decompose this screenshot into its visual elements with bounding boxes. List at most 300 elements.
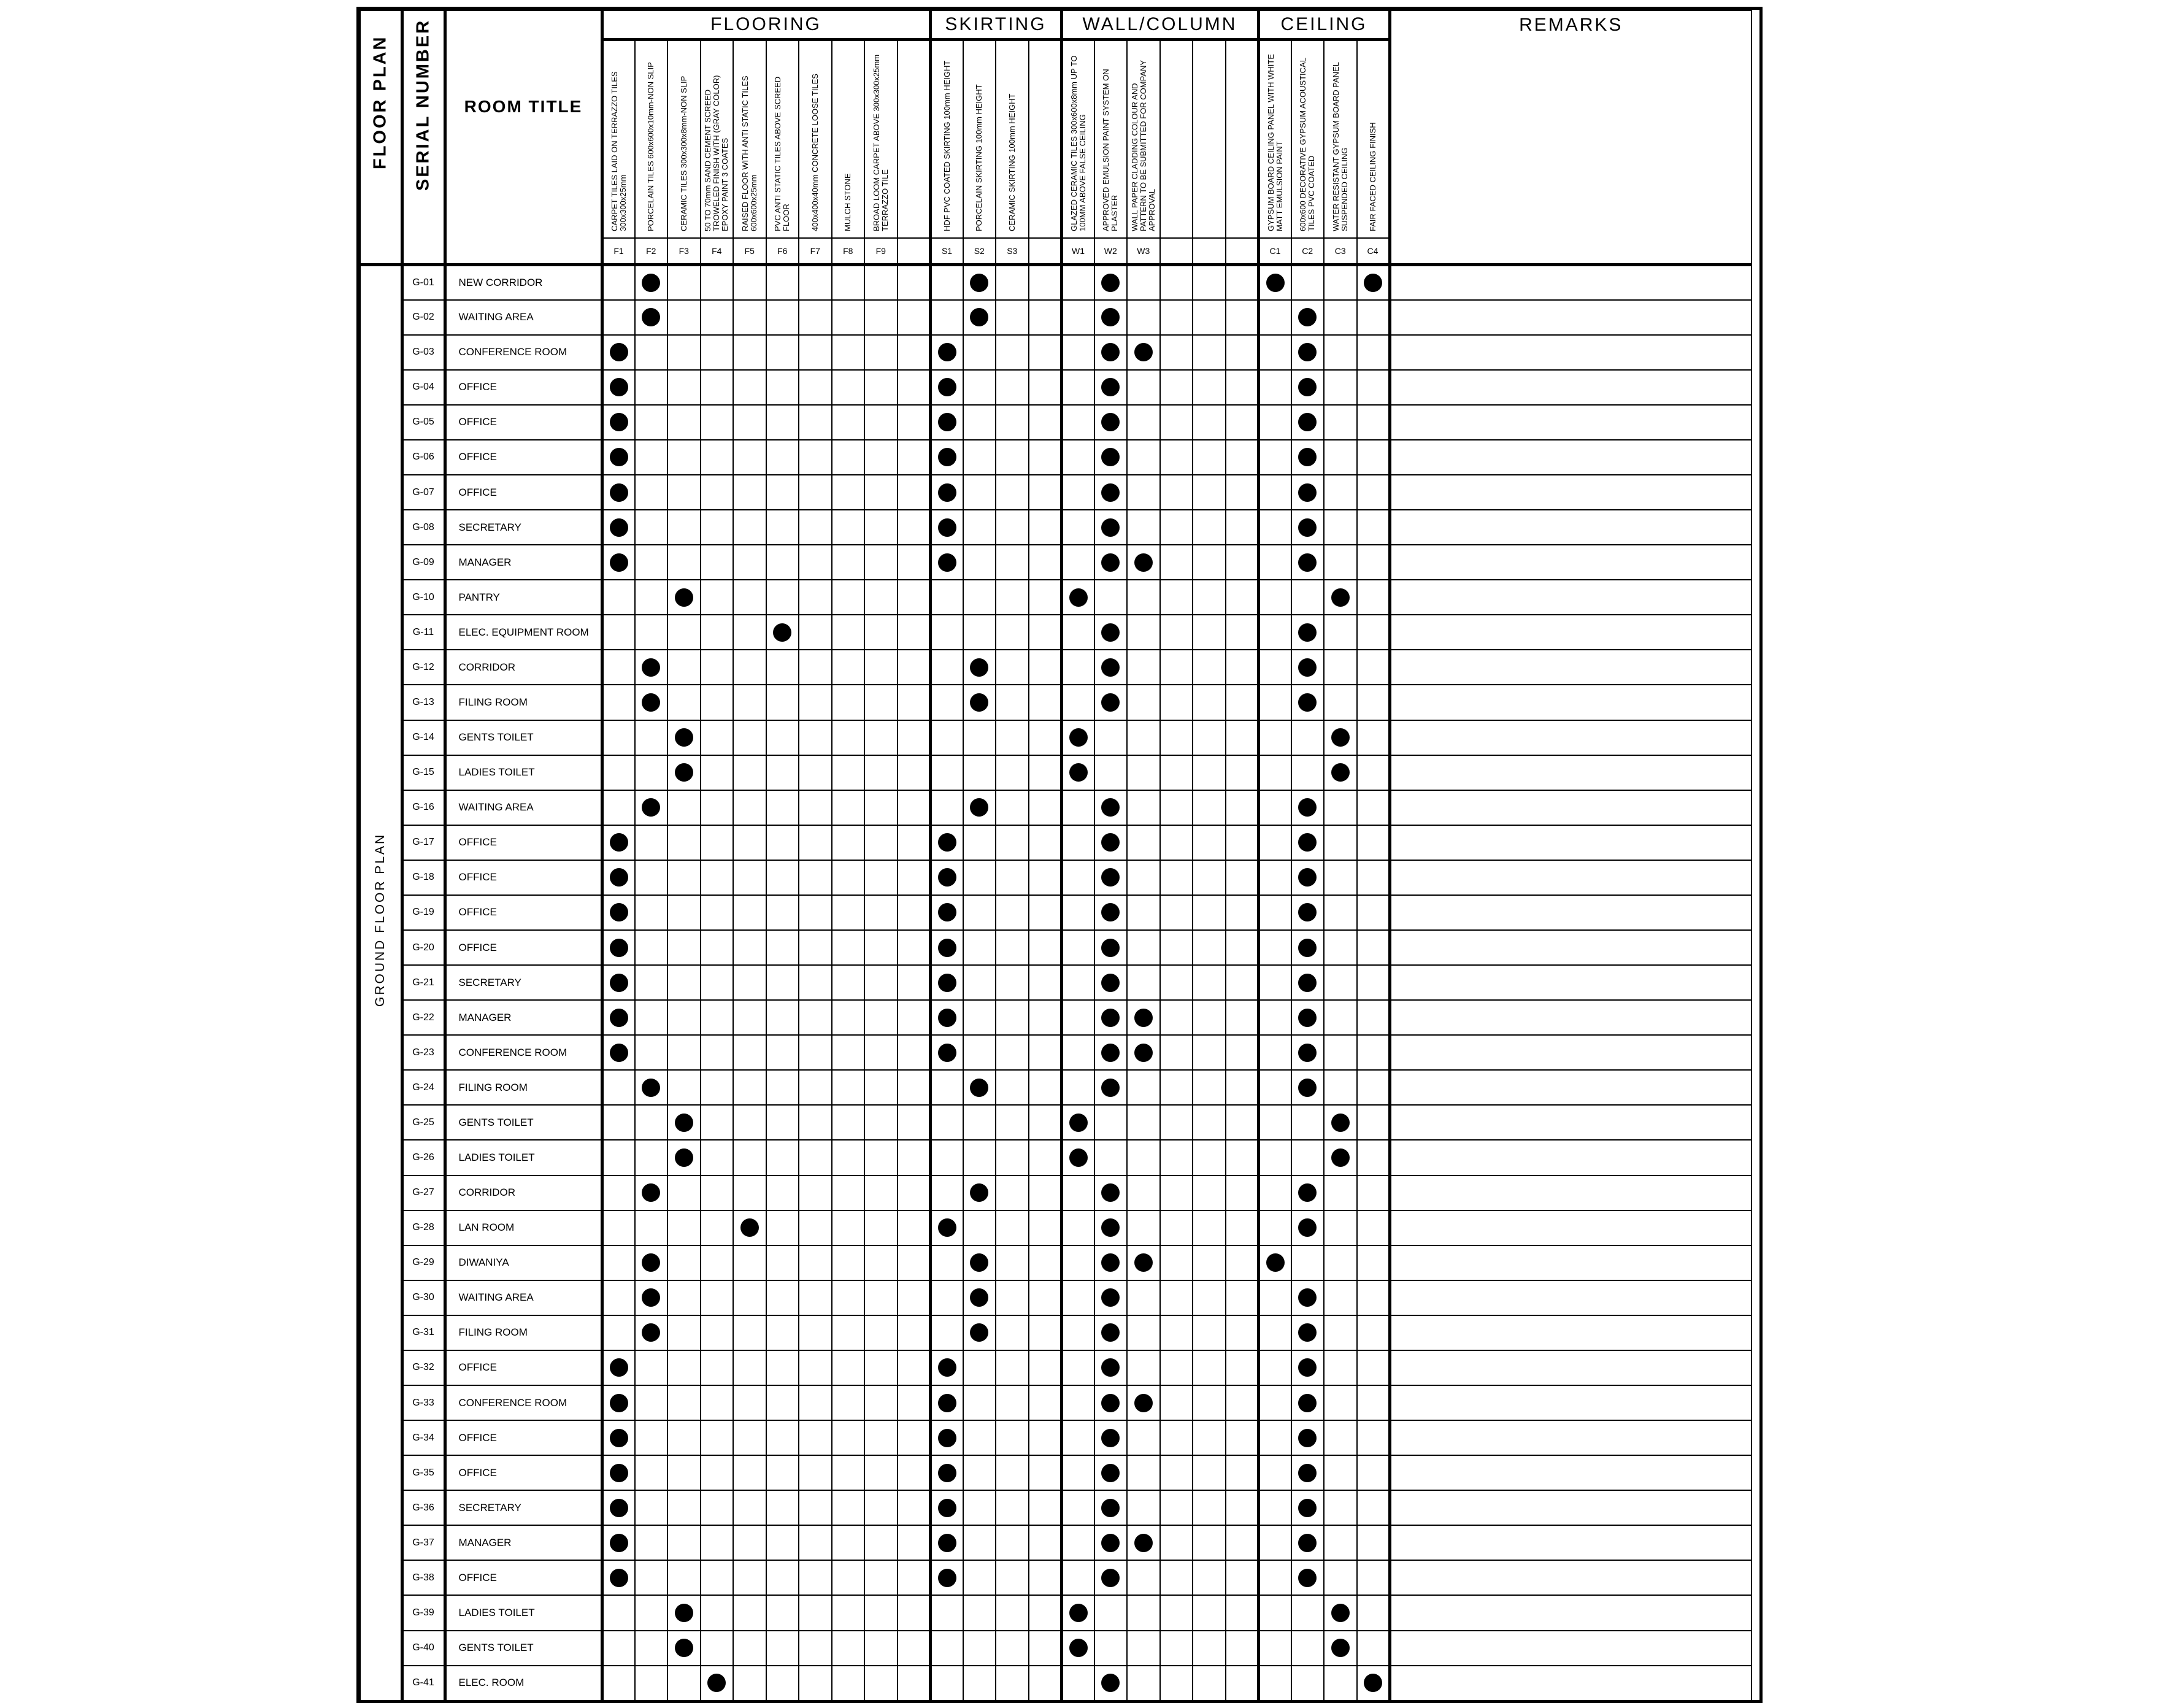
finish-mark-w1	[1069, 1114, 1088, 1132]
finish-mark-w2	[1101, 1569, 1120, 1587]
finish-cell	[1094, 825, 1128, 860]
finish-cell	[930, 265, 963, 300]
finish-cell	[667, 1455, 701, 1490]
finish-cell	[832, 615, 865, 650]
finish-cell	[733, 1175, 766, 1210]
finish-cell	[733, 1210, 766, 1245]
remarks-cell	[1390, 1666, 1751, 1701]
finish-cell	[1226, 1105, 1259, 1140]
finish-cell	[1094, 860, 1128, 895]
table-row	[360, 650, 1751, 685]
finish-cell	[930, 860, 963, 895]
finish-cell	[635, 545, 668, 580]
finish-cell	[766, 1245, 799, 1280]
finish-cell	[1094, 370, 1128, 405]
finish-cell	[1029, 265, 1062, 300]
finish-cell	[1061, 650, 1094, 685]
finish-cell	[832, 930, 865, 965]
finish-mark-w2	[1101, 1358, 1120, 1377]
finish-cell	[701, 405, 734, 440]
finish-cell	[930, 1595, 963, 1630]
finish-cell	[635, 650, 668, 685]
finish-cell	[1127, 545, 1160, 580]
finish-mark-w3	[1134, 1534, 1153, 1552]
finish-cell	[1127, 440, 1160, 475]
finish-mark-c2	[1298, 1183, 1317, 1202]
finish-cell	[635, 615, 668, 650]
finish-cell	[832, 1560, 865, 1595]
finish-cell	[1061, 1000, 1094, 1035]
finish-cell	[1029, 1525, 1062, 1560]
finish-cell	[1357, 1070, 1390, 1105]
finish-cell	[996, 1595, 1029, 1630]
finish-cell	[963, 1035, 996, 1070]
column-code: F7	[799, 238, 832, 265]
finish-mark-s1	[938, 833, 956, 852]
finish-cell	[733, 405, 766, 440]
finish-mark-s2	[970, 1288, 988, 1307]
serial-number-cell: G-15	[402, 755, 445, 790]
finish-schedule-table	[360, 10, 1752, 1701]
column-description-text: PORCELAIN TILES 600x600x10mm-NON SLIP	[646, 62, 656, 231]
finish-cell	[1291, 615, 1325, 650]
finish-cell	[1291, 720, 1325, 755]
finish-mark-c2	[1298, 1464, 1317, 1482]
finish-cell	[602, 475, 635, 510]
finish-cell	[898, 1455, 931, 1490]
finish-cell	[766, 860, 799, 895]
finish-cell	[733, 755, 766, 790]
finish-cell	[1094, 335, 1128, 370]
finish-cell	[1094, 790, 1128, 825]
finish-cell	[766, 790, 799, 825]
finish-cell	[864, 545, 898, 580]
finish-mark-w2	[1101, 1674, 1120, 1692]
finish-cell	[733, 1666, 766, 1701]
finish-cell	[602, 1105, 635, 1140]
column-description	[701, 40, 734, 239]
finish-cell	[1357, 825, 1390, 860]
column-description	[1193, 40, 1226, 239]
finish-cell	[799, 335, 832, 370]
finish-cell	[864, 930, 898, 965]
room-title-cell: CONFERENCE ROOM	[445, 335, 602, 370]
finish-cell	[898, 1035, 931, 1070]
finish-cell	[1160, 895, 1193, 930]
finish-cell	[799, 790, 832, 825]
finish-cell	[1193, 615, 1226, 650]
serial-number-cell: G-21	[402, 965, 445, 1000]
room-title-cell: FILING ROOM	[445, 1315, 602, 1350]
finish-cell	[832, 440, 865, 475]
finish-cell	[799, 1420, 832, 1455]
serial-number-cell: G-08	[402, 510, 445, 545]
finish-cell	[667, 1280, 701, 1315]
finish-cell	[1127, 1245, 1160, 1280]
finish-cell	[766, 1455, 799, 1490]
finish-mark-w2	[1101, 1429, 1120, 1447]
finish-cell	[1357, 1420, 1390, 1455]
table-row	[360, 1175, 1751, 1210]
finish-mark-s1	[938, 1464, 956, 1482]
finish-cell	[1226, 440, 1259, 475]
finish-cell	[1127, 300, 1160, 335]
finish-mark-w1	[1069, 588, 1088, 607]
finish-cell	[898, 790, 931, 825]
finish-cell	[1094, 1000, 1128, 1035]
column-description-text: WALL PAPER CLADDING COLOUR AND PATTERN TO BE SUBMITTED FOR COMPANY APPROVAL	[1129, 60, 1156, 231]
finish-mark-s1	[938, 1009, 956, 1027]
finish-cell	[635, 720, 668, 755]
finish-cell	[1094, 720, 1128, 755]
finish-cell	[1258, 1666, 1291, 1701]
finish-cell	[1193, 1035, 1226, 1070]
finish-mark-c1	[1266, 1253, 1285, 1272]
finish-cell	[1258, 335, 1291, 370]
column-code	[1029, 238, 1062, 265]
finish-cell	[1127, 685, 1160, 720]
room-title-cell: OFFICE	[445, 1350, 602, 1385]
finish-mark-f1	[610, 378, 628, 396]
finish-cell	[996, 1175, 1029, 1210]
finish-cell	[930, 965, 963, 1000]
finish-cell	[1324, 1210, 1357, 1245]
finish-cell	[1061, 1631, 1094, 1666]
finish-mark-w2	[1101, 1534, 1120, 1552]
finish-cell	[1094, 895, 1128, 930]
finish-cell	[1160, 370, 1193, 405]
finish-cell	[1291, 335, 1325, 370]
finish-cell	[1324, 1595, 1357, 1630]
finish-cell	[799, 1035, 832, 1070]
finish-cell	[766, 1666, 799, 1701]
finish-cell	[602, 1420, 635, 1455]
finish-cell	[1258, 580, 1291, 615]
finish-cell	[766, 930, 799, 965]
finish-mark-f4	[707, 1674, 726, 1692]
remarks-cell	[1390, 1000, 1751, 1035]
finish-cell	[1160, 965, 1193, 1000]
finish-cell	[1357, 475, 1390, 510]
remarks-cell	[1390, 1140, 1751, 1175]
finish-cell	[1226, 335, 1259, 370]
finish-cell	[1226, 685, 1259, 720]
finish-cell	[1193, 1350, 1226, 1385]
finish-cell	[701, 1000, 734, 1035]
finish-cell	[1094, 615, 1128, 650]
finish-cell	[832, 1595, 865, 1630]
finish-cell	[1127, 1420, 1160, 1455]
room-title-cell: OFFICE	[445, 930, 602, 965]
finish-cell	[766, 475, 799, 510]
finish-mark-s1	[938, 1394, 956, 1412]
finish-cell	[733, 1280, 766, 1315]
finish-cell	[667, 965, 701, 1000]
finish-mark-f3	[675, 588, 693, 607]
finish-mark-f3	[675, 763, 693, 782]
ground-floor-plan-text: GROUND FLOOR PLAN	[373, 833, 388, 1007]
table-row	[360, 790, 1751, 825]
finish-cell	[1357, 1595, 1390, 1630]
finish-cell	[1226, 1595, 1259, 1630]
finish-cell	[1291, 650, 1325, 685]
serial-number-header	[402, 10, 445, 265]
finish-cell	[667, 1490, 701, 1525]
finish-cell	[1324, 930, 1357, 965]
serial-number-cell: G-39	[402, 1595, 445, 1630]
finish-cell	[1193, 685, 1226, 720]
column-code: C3	[1324, 238, 1357, 265]
finish-mark-s1	[938, 868, 956, 887]
table-row	[360, 720, 1751, 755]
finish-cell	[864, 510, 898, 545]
finish-cell	[602, 790, 635, 825]
finish-cell	[1061, 930, 1094, 965]
finish-cell	[832, 335, 865, 370]
finish-cell	[799, 1631, 832, 1666]
finish-mark-s1	[938, 553, 956, 572]
finish-cell	[1357, 720, 1390, 755]
finish-mark-c2	[1298, 1079, 1317, 1097]
finish-cell	[1291, 755, 1325, 790]
finish-cell	[1160, 1315, 1193, 1350]
finish-cell	[864, 580, 898, 615]
table-row	[360, 965, 1751, 1000]
serial-number-cell: G-20	[402, 930, 445, 965]
finish-cell	[963, 1595, 996, 1630]
finish-mark-c2	[1298, 903, 1317, 921]
finish-cell	[1226, 1035, 1259, 1070]
finish-cell	[1061, 335, 1094, 370]
finish-cell	[635, 1070, 668, 1105]
finish-cell	[1258, 1105, 1291, 1140]
finish-mark-s1	[938, 1499, 956, 1517]
column-description	[1226, 40, 1259, 239]
finish-cell	[1029, 685, 1062, 720]
finish-cell	[1258, 475, 1291, 510]
finish-cell	[864, 1350, 898, 1385]
finish-cell	[1258, 790, 1291, 825]
room-title-cell: LADIES TOILET	[445, 1595, 602, 1630]
finish-cell	[1258, 405, 1291, 440]
finish-cell	[602, 1070, 635, 1105]
finish-cell	[733, 1035, 766, 1070]
finish-cell	[996, 335, 1029, 370]
finish-cell	[864, 1140, 898, 1175]
finish-cell	[1061, 1140, 1094, 1175]
finish-cell	[701, 755, 734, 790]
finish-cell	[1127, 650, 1160, 685]
remarks-cell	[1390, 895, 1751, 930]
finish-cell	[864, 1000, 898, 1035]
finish-mark-f1	[610, 483, 628, 502]
finish-mark-w2	[1101, 553, 1120, 572]
finish-cell	[963, 545, 996, 580]
finish-mark-c2	[1298, 974, 1317, 992]
finish-cell	[635, 965, 668, 1000]
column-description	[1061, 40, 1094, 239]
column-code: S3	[996, 238, 1029, 265]
finish-cell	[799, 1350, 832, 1385]
finish-cell	[1324, 300, 1357, 335]
serial-number-cell: G-38	[402, 1560, 445, 1595]
finish-cell	[996, 930, 1029, 965]
table-row	[360, 545, 1751, 580]
finish-cell	[1061, 580, 1094, 615]
finish-mark-s2	[970, 308, 988, 326]
table-row	[360, 1455, 1751, 1490]
finish-cell	[1193, 1420, 1226, 1455]
finish-cell	[1291, 265, 1325, 300]
finish-cell	[701, 1560, 734, 1595]
finish-cell	[799, 1595, 832, 1630]
finish-mark-w1	[1069, 728, 1088, 747]
finish-cell	[799, 1560, 832, 1595]
finish-cell	[1193, 440, 1226, 475]
finish-mark-f2	[642, 1253, 660, 1272]
finish-cell	[1357, 580, 1390, 615]
finish-cell	[667, 1070, 701, 1105]
finish-cell	[602, 1035, 635, 1070]
finish-cell	[1193, 1560, 1226, 1595]
finish-cell	[1291, 545, 1325, 580]
finish-cell	[635, 300, 668, 335]
finish-cell	[602, 965, 635, 1000]
finish-mark-c2	[1298, 413, 1317, 431]
finish-cell	[1291, 1666, 1325, 1701]
room-title-cell: OFFICE	[445, 370, 602, 405]
finish-cell	[1061, 1105, 1094, 1140]
serial-number-cell: G-07	[402, 475, 445, 510]
finish-cell	[602, 860, 635, 895]
room-title-cell: OFFICE	[445, 895, 602, 930]
finish-cell	[930, 650, 963, 685]
finish-cell	[1061, 1490, 1094, 1525]
finish-cell	[1029, 1035, 1062, 1070]
finish-cell	[898, 1245, 931, 1280]
finish-cell	[1226, 1175, 1259, 1210]
finish-cell	[996, 685, 1029, 720]
finish-mark-s1	[938, 974, 956, 992]
finish-cell	[667, 1315, 701, 1350]
column-description	[1291, 40, 1325, 239]
table-row	[360, 300, 1751, 335]
finish-cell	[996, 1070, 1029, 1105]
finish-cell	[1291, 1490, 1325, 1525]
serial-number-cell: G-04	[402, 370, 445, 405]
finish-cell	[1160, 1035, 1193, 1070]
finish-cell	[1357, 510, 1390, 545]
finish-cell	[832, 685, 865, 720]
finish-cell	[733, 1245, 766, 1280]
finish-cell	[832, 755, 865, 790]
finish-mark-c3	[1331, 1639, 1350, 1657]
finish-cell	[1193, 1315, 1226, 1350]
finish-cell	[766, 615, 799, 650]
finish-cell	[930, 300, 963, 335]
finish-cell	[1127, 405, 1160, 440]
serial-number-cell: G-31	[402, 1315, 445, 1350]
finish-cell	[832, 650, 865, 685]
finish-cell	[1094, 475, 1128, 510]
finish-cell	[1127, 475, 1160, 510]
remarks-cell	[1390, 1070, 1751, 1105]
finish-mark-c2	[1298, 939, 1317, 957]
finish-cell	[1258, 755, 1291, 790]
finish-mark-w3	[1134, 343, 1153, 361]
remarks-cell	[1390, 860, 1751, 895]
finish-cell	[1357, 1350, 1390, 1385]
finish-cell	[701, 615, 734, 650]
finish-mark-s1	[938, 413, 956, 431]
remarks-cell	[1390, 1210, 1751, 1245]
finish-mark-f1	[610, 1358, 628, 1377]
serial-number-cell: G-36	[402, 1490, 445, 1525]
finish-cell	[832, 475, 865, 510]
finish-cell	[602, 1000, 635, 1035]
finish-cell	[766, 755, 799, 790]
finish-cell	[1324, 1525, 1357, 1560]
finish-cell	[1226, 650, 1259, 685]
finish-cell	[1291, 965, 1325, 1000]
column-description-text: CARPET TILES LAID ON TERRAZZO TILES 300x300x25mm	[609, 71, 628, 231]
finish-cell	[1029, 1140, 1062, 1175]
finish-cell	[733, 825, 766, 860]
finish-cell	[996, 1560, 1029, 1595]
room-title-cell: CONFERENCE ROOM	[445, 1385, 602, 1420]
finish-cell	[963, 300, 996, 335]
finish-cell	[1061, 790, 1094, 825]
finish-cell	[1357, 1000, 1390, 1035]
finish-cell	[701, 300, 734, 335]
finish-cell	[799, 1140, 832, 1175]
finish-cell	[1193, 860, 1226, 895]
column-description	[1160, 40, 1193, 239]
finish-cell	[832, 1140, 865, 1175]
finish-cell	[930, 475, 963, 510]
finish-cell	[930, 1525, 963, 1560]
finish-cell	[1127, 615, 1160, 650]
finish-cell	[1193, 720, 1226, 755]
finish-cell	[1061, 615, 1094, 650]
finish-cell	[635, 1350, 668, 1385]
finish-cell	[733, 685, 766, 720]
finish-cell	[898, 1350, 931, 1385]
finish-cell	[1094, 1280, 1128, 1315]
finish-mark-s1	[938, 378, 956, 396]
finish-mark-w2	[1101, 798, 1120, 817]
column-description	[1357, 40, 1390, 239]
finish-cell	[733, 580, 766, 615]
remarks-cell	[1390, 650, 1751, 685]
finish-cell	[1357, 1631, 1390, 1666]
finish-cell	[1029, 1350, 1062, 1385]
finish-cell	[864, 1105, 898, 1140]
finish-cell	[1258, 1490, 1291, 1525]
finish-cell	[1291, 1000, 1325, 1035]
finish-cell	[1226, 510, 1259, 545]
remarks-cell	[1390, 685, 1751, 720]
finish-cell	[1357, 1315, 1390, 1350]
serial-number-header-text: SERIAL NUMBER	[413, 18, 433, 191]
finish-cell	[1061, 860, 1094, 895]
finish-mark-c3	[1331, 763, 1350, 782]
serial-number-cell: G-02	[402, 300, 445, 335]
finish-cell	[1258, 1070, 1291, 1105]
finish-cell	[733, 1140, 766, 1175]
finish-mark-w2	[1101, 448, 1120, 466]
finish-cell	[667, 1035, 701, 1070]
